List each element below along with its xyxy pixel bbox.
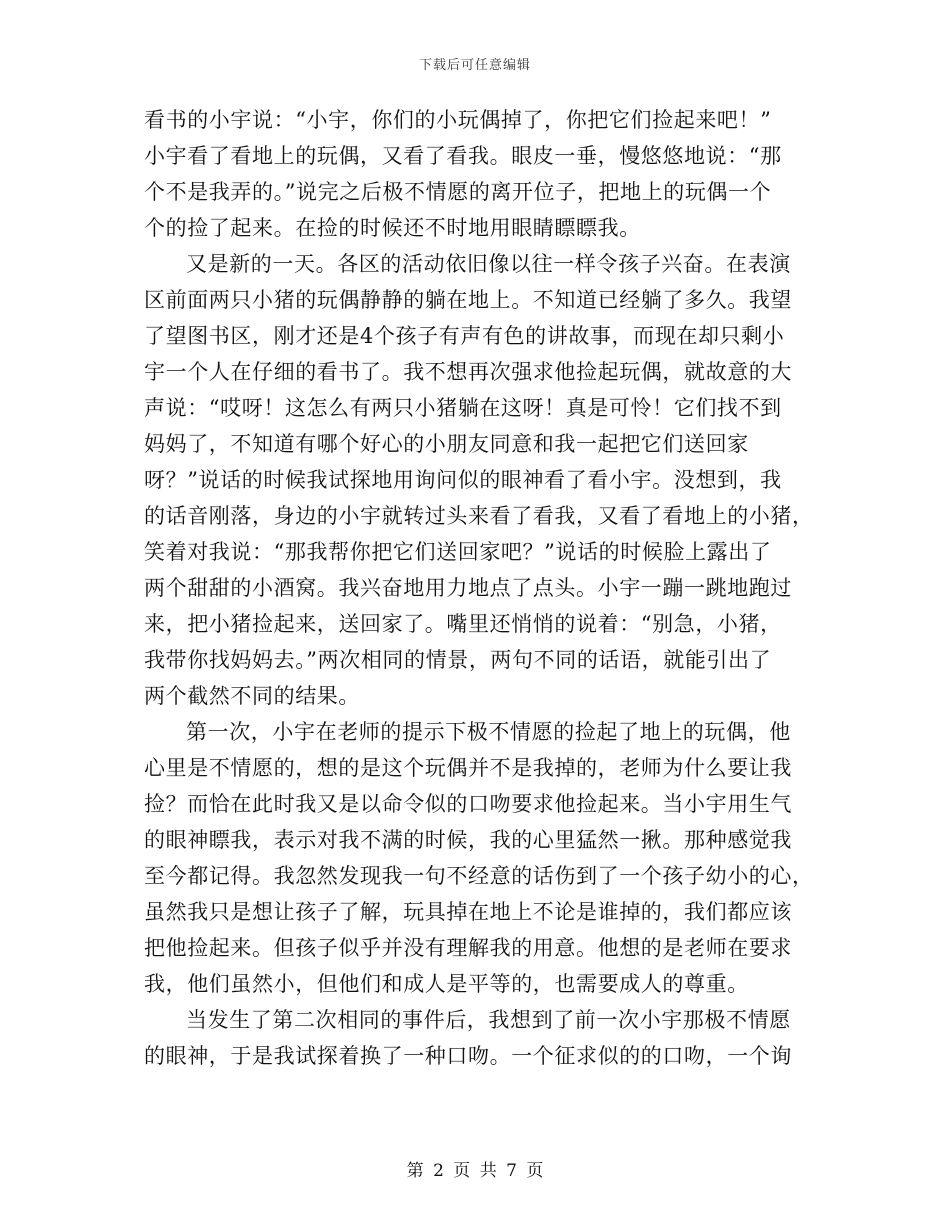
text-line: 妈妈了，不知道有哪个好心的小朋友同意和我一起把它们送回家: [144, 432, 749, 456]
page-number: 第 2 页 共 7 页: [406, 1161, 544, 1181]
text-line: 两个甜甜的小酒窝。我兴奋地用力地点了点头。小宇一蹦一跳地跑过: [144, 576, 792, 600]
paragraph-first-line: 第一次，小宇在老师的提示下极不情愿的捡起了地上的玩偶，他: [186, 720, 791, 744]
text-line: 呀？”说话的时候我试探地用询问似的眼神看了看小宇。没想到，我: [144, 468, 782, 492]
text-line: 至今都记得。我忽然发现我一句不经意的话伤到了一个孩子幼小的心，: [144, 864, 814, 888]
text-line: 捡？而恰在此时我又是以命令似的口吻要求他捡起来。当小宇用生气: [144, 792, 792, 816]
text-line: 我带你找妈妈去。”两次相同的情景，两句不同的话语，就能引出了: [144, 648, 772, 672]
text-line: 的话音刚落，身边的小宇就转过头来看了看我，又看了看地上的小猪，: [144, 504, 814, 528]
text-line: 了望图书区，刚才还是4个孩子有声有色的讲故事，而现在却只剩小: [144, 324, 785, 348]
text-line: 个的捡了起来。在捡的时候还不时地用眼睛瞟瞟我。: [144, 216, 641, 240]
text-line: 笑着对我说：“那我帮你把它们送回家吧？”说话的时候脸上露出了: [144, 540, 772, 564]
text-line: 两个截然不同的结果。: [144, 684, 360, 708]
paragraph-first-line: 当发生了第二次相同的事件后，我想到了前一次小宇那极不情愿: [186, 1008, 791, 1032]
paragraph-first-line: 又是新的一天。各区的活动依旧像以往一样令孩子兴奋。在表演: [186, 252, 791, 276]
text-line: 个不是我弄的。”说完之后极不情愿的离开位子，把地上的玩偶一个: [144, 180, 772, 204]
text-line: 虽然我只是想让孩子了解，玩具掉在地上不论是谁掉的，我们都应该: [144, 900, 792, 924]
text-line: 宇一个人在仔细的看书了。我不想再次强求他捡起玩偶，就故意的大: [144, 360, 792, 384]
text-line: 看书的小宇说：“小宇，你们的小玩偶掉了，你把它们捡起来吧！”: [144, 108, 772, 132]
text-line: 我，他们虽然小，但他们和成人是平等的，也需要成人的尊重。: [144, 972, 749, 996]
text-line: 把他捡起来。但孩子似乎并没有理解我的用意。他想的是老师在要求: [144, 936, 792, 960]
text-line: 来，把小猪捡起来，送回家了。嘴里还悄悄的说着：“别急，小猪，: [144, 612, 782, 636]
text-line: 的眼神瞟我，表示对我不满的时候，我的心里猛然一揪。那种感觉我: [144, 828, 792, 852]
text-line: 小宇看了看地上的玩偶，又看了看我。眼皮一垂，慢悠悠地说：“那: [144, 144, 782, 168]
text-line: 声说：“哎呀！这怎么有两只小猪躺在这呀！真是可怜！它们找不到: [144, 396, 782, 420]
text-line: 的眼神，于是我试探着换了一种口吻。一个征求似的的口吻，一个询: [144, 1044, 792, 1068]
text-line: 心里是不情愿的，想的是这个玩偶并不是我掉的，老师为什么要让我: [144, 756, 792, 780]
page-header: 下载后可任意编辑: [418, 58, 531, 73]
text-line: 区前面两只小猪的玩偶静静的躺在地上。不知道已经躺了多久。我望: [144, 288, 792, 312]
document-body: [144, 102, 814, 1074]
